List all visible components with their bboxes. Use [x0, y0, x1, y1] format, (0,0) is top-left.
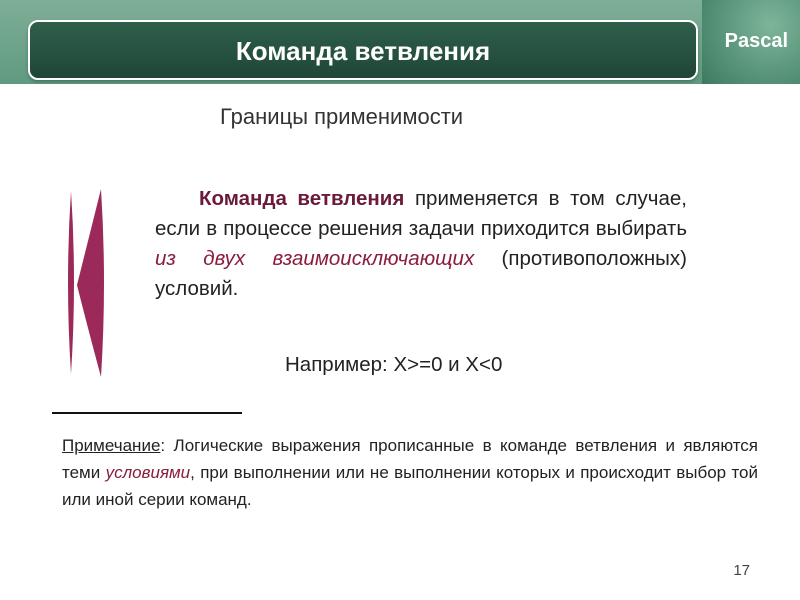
- pascal-badge: [702, 0, 800, 84]
- left-spindle-shape: [68, 191, 74, 374]
- right-wedge-shape: [77, 189, 104, 377]
- note-colon: :: [160, 436, 166, 455]
- note-text-1: Логические выражения прописанные в команде ветвления и являются теми: [62, 436, 758, 482]
- brace-shape-svg: [55, 185, 115, 380]
- main-paragraph: [155, 184, 687, 304]
- decorative-brace-shape: [55, 185, 115, 380]
- title-bar: [28, 20, 698, 80]
- slide-subtitle: Границы применимости: [220, 104, 464, 129]
- example-line: Например: X>=0 и X<0: [285, 353, 503, 376]
- emphasis-text: из двух взаимоисключающих: [155, 247, 475, 270]
- main-text-2: (противоположных) условий.: [155, 247, 687, 300]
- page-number: 17: [733, 562, 750, 579]
- command-term: Команда ветвления: [199, 187, 405, 210]
- badge-label: Pascal: [724, 30, 788, 52]
- note-paragraph: [62, 432, 758, 513]
- divider-line: [52, 412, 242, 414]
- note-text-2: , при выполнении или не выполнении которых и происходит выбор той или иной серии команд.: [62, 463, 759, 509]
- main-text-1: применяется в том случае, если в процессе решения задачи приходится выбирать: [155, 187, 687, 240]
- slide-title: Команда ветвления: [235, 36, 491, 66]
- note-label: Примечание: [62, 436, 161, 455]
- note-emphasis: условиями: [105, 463, 191, 482]
